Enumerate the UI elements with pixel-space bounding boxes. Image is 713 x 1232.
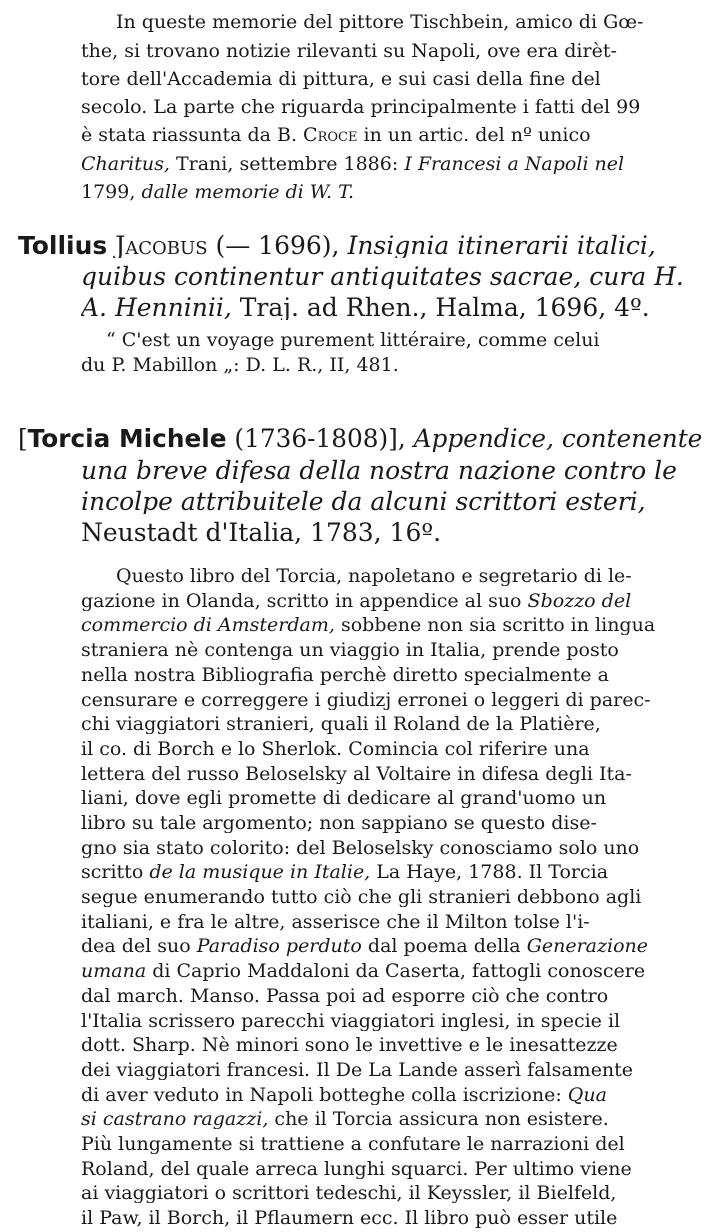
author-croce: Croce bbox=[303, 126, 358, 145]
author-given-name: Jacobus bbox=[115, 233, 208, 258]
quoted-inscription: si castrano ragazzi, bbox=[81, 1110, 269, 1130]
text-fragment: scritto bbox=[81, 863, 150, 883]
text-line bbox=[81, 1086, 607, 1105]
text-line: lettera del russo Beloselsky al Voltaire in difesa degli Ita- bbox=[81, 764, 632, 784]
periodical-title: Charitus, bbox=[81, 155, 170, 174]
book-title-line bbox=[81, 295, 650, 320]
text-fragment: La Haye, 1788. Il Torcia bbox=[370, 863, 609, 883]
entry-heading bbox=[18, 427, 702, 452]
author-dates: (— 1696), bbox=[207, 233, 348, 258]
text-fragment: di aver veduto in Napoli botteghe colla iscrizione: bbox=[81, 1085, 568, 1105]
note-line: du P. Mabillon „: D. L. R., II, 481. bbox=[81, 356, 399, 375]
work-title: Sbozzo del bbox=[527, 591, 632, 611]
text-line: nella nostra Bibliografia perchè diretto specialmente a bbox=[81, 665, 609, 685]
text-line: segue enumerando tutto ciò che gli stranieri debbono agli bbox=[81, 888, 642, 907]
work-title: umana bbox=[81, 962, 147, 982]
note-line: “ C'est un voyage purement littéraire, comme celui bbox=[106, 331, 600, 350]
text-line: liani, dove egli promette di dedicare al grand'uomo un bbox=[81, 789, 607, 809]
text-fragment: di Caprio Maddaloni da Caserta, fattogli conoscere bbox=[146, 962, 646, 982]
text-line: dott. Sharp. Nè minori sono le invettive e le inesattezze bbox=[81, 1036, 618, 1056]
text-fragment: in un artic. del nº unico bbox=[357, 126, 591, 145]
imprint: Traj. ad Rhen., Halma, 1696, 4º. bbox=[231, 295, 650, 320]
imprint: Neustadt d'Italia, 1783, 16º. bbox=[81, 520, 442, 545]
author-name: Torcia Michele bbox=[27, 427, 227, 452]
text-line: tore dell'Accademia di pittura, e sui casi della fine del bbox=[81, 70, 601, 89]
work-title: Generazione bbox=[526, 937, 649, 957]
book-title: Appendice, contenente bbox=[413, 427, 703, 452]
text-line: gno sia stato colorito: del Beloselsky conosciamo solo uno bbox=[81, 838, 640, 858]
author-surname: Tollius bbox=[18, 233, 108, 258]
work-title: commercio di Amsterdam, bbox=[81, 616, 335, 636]
text-line: italiani, e fra le altre, asserisce che il Milton tolse l'i- bbox=[81, 912, 590, 932]
text-line: straniera nè contenga un viaggio in Italia, prende posto bbox=[81, 641, 619, 661]
text-line: secolo. La parte che riguarda principalmente i fatti del 99 bbox=[81, 98, 641, 117]
book-editor: A. Henninii, bbox=[81, 295, 232, 320]
text-line: In queste memorie del pittore Tischbein, amico di Gœ- bbox=[116, 13, 644, 32]
book-title: incolpe attribuitele da alcuni scrittori esteri, bbox=[81, 489, 646, 514]
book-title: Insignia itinerarii italici, bbox=[347, 233, 656, 258]
text-line: Più lungamente si trattiene a confutare le narrazioni del bbox=[81, 1134, 625, 1154]
text-line: dal march. Manso. Passa poi ad esporre ciò che contro bbox=[81, 986, 609, 1006]
text-fragment: 1799, bbox=[81, 183, 142, 202]
text-fragment: dal poema della bbox=[361, 937, 527, 957]
text-fragment: gazione in Olanda, scritto in appendice al suo bbox=[81, 591, 528, 611]
text-line bbox=[81, 616, 655, 635]
text-line: Roland, del quale arreca lunghi squarci. Per ultimo viene bbox=[81, 1159, 632, 1179]
text-line bbox=[81, 126, 591, 145]
text-line: il co. di Borch e lo Sherlok. Comincia col riferire una bbox=[81, 739, 590, 759]
text-line: il Paw, il Borch, il Pflaumern ecc. Il libro può esser utile bbox=[81, 1209, 618, 1228]
author-dates: (1736-1808)], bbox=[226, 427, 414, 452]
entry-heading bbox=[18, 233, 656, 258]
text-line: dei viaggiatori francesi. Il De La Lande asserì falsamente bbox=[81, 1060, 634, 1080]
quoted-inscription: Qua bbox=[567, 1085, 607, 1105]
text-fragment: dea del suo bbox=[81, 937, 197, 957]
text-line bbox=[81, 937, 648, 956]
text-line bbox=[81, 155, 624, 174]
text-line: ai viaggiatori o scrittori tedeschi, il Keyssler, il Bielfeld, bbox=[81, 1184, 617, 1204]
book-title-line bbox=[81, 458, 677, 483]
text-fragment: sobbene non sia scritto in lingua bbox=[334, 616, 656, 636]
work-title: Paradiso perduto bbox=[196, 937, 362, 957]
text-line bbox=[81, 863, 608, 882]
text-line: chi viaggiatori stranieri, quali il Roland de la Platière, bbox=[81, 715, 601, 735]
work-title: de la musique in Italie, bbox=[149, 863, 371, 883]
text-fragment: è stata riassunta da B. bbox=[81, 126, 304, 145]
article-title: dalle memorie di W. T. bbox=[141, 183, 355, 202]
text-fragment: che il Torcia assicura non esistere. bbox=[268, 1110, 609, 1130]
article-title: I Francesi a Napoli nel bbox=[404, 155, 625, 174]
text-line bbox=[81, 962, 645, 981]
text-line: Questo libro del Torcia, napoletano e segretario di le- bbox=[116, 567, 632, 586]
bracket: [ bbox=[18, 427, 28, 452]
text-line: the, si trovano notizie rilevanti su Napoli, ove era dirèt- bbox=[81, 42, 617, 61]
book-title: quibus continentur antiquitates sacrae, cura H. bbox=[81, 264, 684, 289]
text-line: libro su tale argomento; non sappiano se questo dise- bbox=[81, 813, 597, 833]
book-title-line bbox=[81, 264, 684, 289]
text-line: l'Italia scrissero parecchi viaggiatori inglesi, in specie il bbox=[81, 1011, 621, 1031]
book-title: una breve difesa della nostra nazione contro le bbox=[81, 458, 677, 483]
book-title-line bbox=[81, 489, 646, 514]
text-fragment: Trani, settembre 1886: bbox=[169, 155, 405, 174]
text-line bbox=[81, 1110, 609, 1129]
text-line bbox=[81, 592, 631, 611]
text-line: censurare e correggere i giudizj erronei o leggeri di parec- bbox=[81, 690, 651, 710]
text-line bbox=[81, 183, 354, 202]
